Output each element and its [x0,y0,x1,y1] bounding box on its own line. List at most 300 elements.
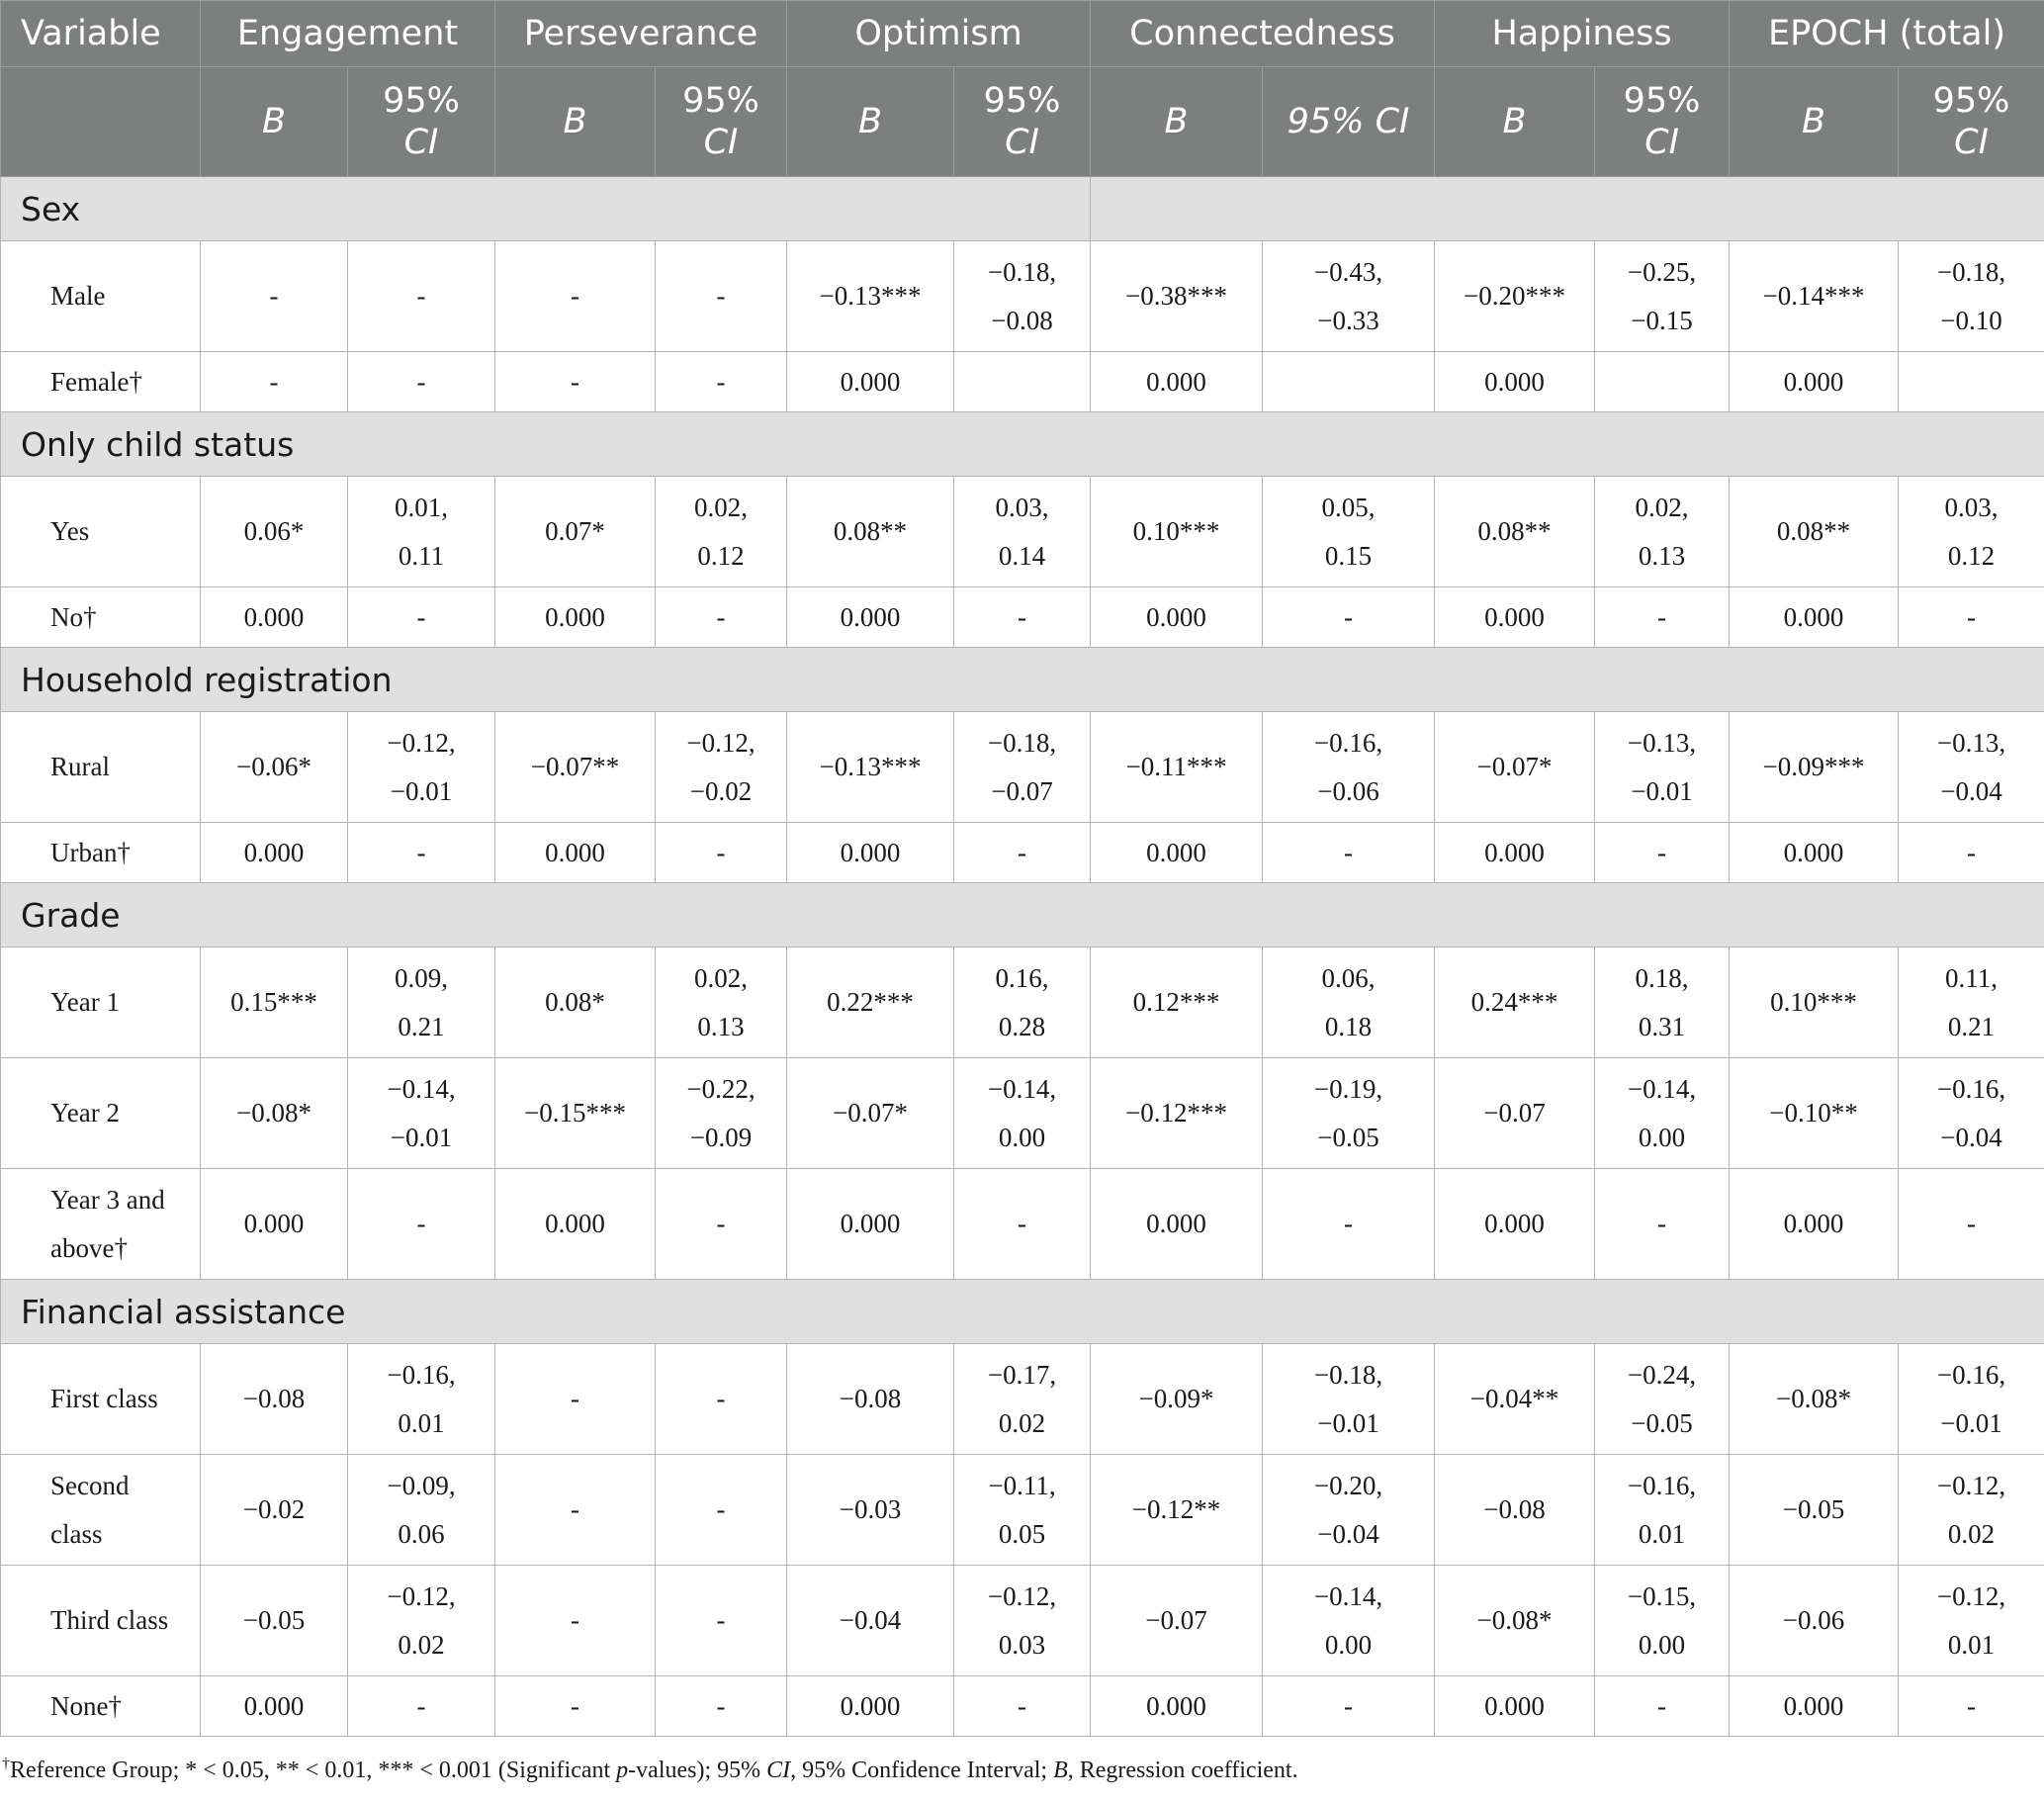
coefficient-cell [1435,477,1595,587]
coefficient-value: 0.000 [1484,366,1545,397]
ci-value: −0.14, [1627,1073,1697,1104]
ci-value: 0.16, [995,962,1049,993]
table-row [1,1058,2044,1169]
coefficient-cell [1435,823,1595,883]
ci-value: - [1344,601,1353,632]
coefficient-cell [787,1566,954,1676]
coefficient-value: 0.000 [840,366,901,397]
coefficient-value: −0.12*** [1125,1098,1227,1127]
coefficient-cell [1091,241,1263,352]
coefficient-value: 0.000 [545,837,605,867]
coefficient-value: - [571,281,579,311]
coefficient-value: −0.13*** [819,752,922,781]
ci-value: 0.11, [1945,962,1999,993]
coefficient-cell [495,477,656,587]
coefficient-value: 0.22*** [827,987,914,1017]
coefficient-cell [495,241,656,352]
coefficient-value: −0.10** [1769,1098,1858,1127]
ci-cell [348,1344,495,1455]
ci-cell [1263,712,1435,823]
ci-value: 0.14 [998,540,1046,571]
coefficient-value: 0.24*** [1470,987,1558,1017]
ci-value: 0.18, [1635,962,1689,993]
ci-value: - [716,281,726,311]
coefficient-cell [1091,1169,1263,1280]
ci-value: - [1657,1690,1666,1721]
ci-value: −0.14, [387,1073,456,1104]
coefficient-cell [1091,587,1263,648]
section-title: Grade [1,883,2044,947]
coefficient-value: - [571,1690,579,1721]
coefficient-cell [1730,712,1899,823]
ci-value: 0.03, [1944,492,1999,522]
coefficient-value: −0.08 [242,1384,306,1413]
coefficient-value: −0.13*** [819,281,922,311]
col-header-connectedness: Connectedness [1091,1,1435,67]
ci-value: 0.28 [998,1011,1046,1041]
ci-value: - [1657,1209,1666,1238]
ci-value: −0.05 [1631,1407,1693,1438]
variable-header: Variable [1,1,201,67]
coefficient-value: 0.000 [1146,366,1206,397]
coefficient-value: 0.000 [243,1209,305,1238]
ci-cell [1263,1455,1435,1566]
coefficient-cell [1730,823,1899,883]
coefficient-cell [201,1169,348,1280]
row-label: Year 1 [1,947,201,1058]
ci-cell [954,947,1091,1058]
ci-value: 0.01 [1638,1518,1686,1549]
ci-value: 0.09, [395,962,448,993]
ci-cell [954,477,1091,587]
row-label: None† [1,1676,201,1737]
col-header-optimism: Optimism [787,1,1091,67]
coefficient-value: −0.38*** [1125,281,1227,311]
ci-value: −0.01 [1631,775,1693,806]
ci-value: - [716,1690,726,1721]
coefficient-value: −0.03 [839,1494,902,1524]
ci-cell [348,1676,495,1737]
coefficient-cell [495,587,656,648]
table-row [1,1344,2044,1455]
ci-value: - [1018,601,1026,632]
coefficient-cell [787,1344,954,1455]
ci-value: - [416,281,426,311]
ci-cell [656,477,787,587]
coefficient-value: −0.07* [1476,752,1553,781]
ci-value: 0.12 [697,540,745,571]
ci-cell [348,712,495,823]
table-row [1,1566,2044,1676]
col-header-happiness: Happiness [1435,1,1730,67]
ci-cell [1595,823,1730,883]
coefficient-cell [787,241,954,352]
section-title: Sex [1,177,1091,241]
coefficient-cell [787,823,954,883]
coefficient-value: −0.20*** [1464,281,1565,311]
ci-value: −0.33 [1317,305,1379,335]
ci-cell [954,823,1091,883]
coefficient-value: −0.12** [1131,1494,1221,1524]
ci-value: −0.09, [387,1470,456,1500]
coefficient-cell [787,352,954,412]
table-row [1,241,2044,352]
row-label: Rural [1,712,201,823]
ci-value: 0.03 [998,1629,1046,1660]
ci-value: 0.11 [398,540,445,571]
ci-value: - [416,837,426,867]
ci-cell [1263,823,1435,883]
ci-cell [656,712,787,823]
ci-cell [1595,1058,1730,1169]
ci-value: −0.12, [1936,1580,2006,1611]
section-row [1,648,2044,712]
coefficient-cell [201,1344,348,1455]
ci-header-oneline: 95% CI [1263,67,1435,177]
coefficient-cell [1435,1566,1595,1676]
ci-cell [954,1169,1091,1280]
ci-value: - [1344,1690,1353,1721]
coefficient-value: - [269,366,279,397]
coefficient-cell [495,1344,656,1455]
ci-value: −0.22, [686,1073,755,1104]
ci-value: 0.21 [1947,1011,1996,1041]
ci-cell [1899,1058,2044,1169]
coefficient-cell [495,352,656,412]
coefficient-value: 0.000 [1146,837,1206,867]
ci-cell [954,1566,1091,1676]
ci-value: - [416,366,426,397]
ci-cell [656,823,787,883]
ci-cell [1595,712,1730,823]
coefficient-value: −0.09* [1138,1384,1214,1413]
table-row [1,477,2044,587]
ci-cell [1263,1344,1435,1455]
coefficient-cell [495,1566,656,1676]
ci-cell [1899,1566,2044,1676]
coefficient-cell [495,1058,656,1169]
ci-cell [954,1455,1091,1566]
ci-value: - [1018,1209,1026,1238]
ci-value: - [716,1384,726,1413]
ci-value: - [416,601,426,632]
ci-value: −0.12, [1936,1470,2006,1500]
row-label-line: class [50,1518,103,1549]
coefficient-cell [495,947,656,1058]
ci-cell [1899,1455,2044,1566]
coefficient-value: 0.000 [1783,366,1844,397]
coefficient-cell [201,1455,348,1566]
ci-value: −0.17, [987,1359,1057,1390]
coefficient-value: −0.08* [236,1098,311,1127]
ci-value: - [416,1690,426,1721]
coefficient-value: 0.000 [840,1690,901,1721]
ci-value: 0.06, [1321,962,1376,993]
coefficient-cell [1091,352,1263,412]
coefficient-value: 0.06* [243,516,305,546]
ci-cell [348,1566,495,1676]
coefficient-cell [495,1455,656,1566]
ci-value: −0.05 [1317,1122,1379,1152]
ci-value: −0.01 [390,1122,453,1152]
coefficient-cell [201,712,348,823]
ci-cell [1595,947,1730,1058]
ci-cell [1263,587,1435,648]
ci-value: −0.16, [1313,727,1383,758]
ci-cell [954,352,1091,412]
coefficient-cell [495,1169,656,1280]
section-title: Only child status [1,412,2044,477]
ci-value: −0.16, [387,1359,456,1390]
ci-value: 0.01, [395,492,448,522]
coefficient-cell [201,352,348,412]
ci-value: −0.13, [1936,727,2006,758]
coefficient-value: −0.06* [236,752,311,781]
ci-value: 0.02 [398,1629,445,1660]
b-header: B [1435,67,1595,177]
ci-cell [1595,477,1730,587]
coefficient-value: - [571,366,579,397]
coefficient-cell [1435,241,1595,352]
col-header-epoch-total: EPOCH (total) [1730,1,2044,67]
coefficient-cell [1730,477,1899,587]
ci-value: −0.20, [1313,1470,1383,1500]
coefficient-cell [787,1455,954,1566]
coefficient-cell [1730,1344,1899,1455]
row-label [1,1169,201,1280]
ci-value: −0.10 [1940,305,2002,335]
coefficient-cell [1091,712,1263,823]
ci-value: −0.43, [1313,256,1383,287]
ci-cell [1899,1676,2044,1737]
ci-cell [348,477,495,587]
coefficient-value: −0.08* [1776,1384,1851,1413]
ci-value: −0.12, [387,727,456,758]
table-row [1,1455,2044,1566]
ci-cell [1899,1169,2044,1280]
ci-value: - [716,1605,726,1635]
col-header-engagement: Engagement [201,1,495,67]
b-header: B [787,67,954,177]
ci-cell [1899,477,2044,587]
coefficient-value: −0.06 [1782,1605,1845,1635]
coefficient-value: 0.000 [1783,1690,1844,1721]
coefficient-value: 0.000 [1484,1690,1545,1721]
coefficient-value: 0.000 [1484,1209,1545,1238]
ci-cell [348,241,495,352]
section-row [1,177,2044,241]
coefficient-value: −0.08 [1483,1494,1546,1524]
ci-cell [1899,241,2044,352]
table-row [1,352,2044,412]
ci-cell [1263,352,1435,412]
row-label-line: above† [50,1232,128,1263]
coefficient-value: 0.08* [545,987,605,1017]
coefficient-value: 0.000 [840,601,901,632]
ci-value: −0.16, [1936,1073,2006,1104]
coefficient-cell [1730,241,1899,352]
coefficient-value: −0.07** [530,752,620,781]
coefficient-value: 0.10*** [1132,516,1220,546]
header-row-variables [1,1,2044,67]
coefficient-cell [201,241,348,352]
ci-cell [1263,1566,1435,1676]
ci-value: −0.02 [689,775,753,806]
ci-value: 0.12 [1947,540,1996,571]
ci-header: 95% CI [348,67,495,177]
ci-cell [656,1566,787,1676]
ci-cell [1595,587,1730,648]
ci-value: −0.04 [1940,775,2002,806]
coefficient-value: 0.000 [1783,601,1844,632]
ci-value: - [1657,837,1666,867]
coefficient-value: 0.000 [545,1209,605,1238]
ci-value: - [1967,837,1977,867]
ci-value: - [1018,837,1026,867]
ci-cell [656,1676,787,1737]
coefficient-cell [1730,587,1899,648]
ci-value: 0.31 [1638,1011,1686,1041]
ci-cell [954,1344,1091,1455]
ci-cell [348,1455,495,1566]
coefficient-cell [1091,1566,1263,1676]
ci-cell [1899,712,2044,823]
ci-value: −0.08 [991,305,1053,335]
section-row [1,1280,2044,1344]
section-row [1,883,2044,947]
coefficient-value: −0.14*** [1762,281,1865,311]
coefficient-cell [1730,352,1899,412]
ci-value: −0.13, [1627,727,1697,758]
ci-value: - [1344,837,1353,867]
coefficient-cell [1730,1058,1899,1169]
ci-header: 95% CI [656,67,787,177]
coefficient-cell [1091,947,1263,1058]
coefficient-cell [1730,1676,1899,1737]
ci-cell [1263,241,1435,352]
coefficient-value: 0.000 [243,1690,305,1721]
coefficient-cell [201,947,348,1058]
ci-cell [1263,947,1435,1058]
ci-value: - [1344,1209,1353,1238]
table-row [1,587,2044,648]
coefficient-cell [495,823,656,883]
section-title: Household registration [1,648,2044,712]
coefficient-cell [787,477,954,587]
ci-value: 0.02 [998,1407,1046,1438]
ci-value: 0.00 [1324,1629,1373,1660]
row-label-line: Second [50,1470,130,1500]
section-title: Financial assistance [1,1280,2044,1344]
row-label: Urban† [1,823,201,883]
ci-cell [954,1058,1091,1169]
header-row-statistics [1,67,2044,177]
ci-cell [1263,1058,1435,1169]
table-row [1,1169,2044,1280]
ci-value: - [416,1209,426,1238]
blank-subheader [1,67,201,177]
coefficient-cell [1435,712,1595,823]
ci-cell [1899,947,2044,1058]
ci-value: - [716,601,726,632]
ci-value: −0.25, [1627,256,1697,287]
ci-value: 0.05, [1321,492,1376,522]
coefficient-cell [201,1676,348,1737]
coefficient-value: - [571,1384,579,1413]
coefficient-cell [1091,1676,1263,1737]
coefficient-value: 0.08** [833,516,908,546]
coefficient-cell [495,712,656,823]
table-row [1,712,2044,823]
coefficient-cell [1435,1455,1595,1566]
coefficient-cell [787,587,954,648]
ci-cell [954,587,1091,648]
coefficient-cell [1435,947,1595,1058]
coefficient-cell [1091,823,1263,883]
section-row [1,412,2044,477]
coefficient-cell [1091,1344,1263,1455]
coefficient-value: 0.000 [243,601,305,632]
coefficient-cell [1091,477,1263,587]
ci-value: - [1967,1690,1977,1721]
coefficient-value: 0.000 [1484,601,1545,632]
ci-cell [1595,241,1730,352]
ci-value: 0.13 [1638,540,1686,571]
ci-cell [656,241,787,352]
ci-cell [954,1676,1091,1737]
ci-value: 0.01 [1947,1629,1996,1660]
coefficient-value: 0.15*** [230,987,317,1017]
ci-value: −0.01 [1317,1407,1379,1438]
ci-cell [1899,352,2044,412]
coefficient-value: 0.07* [545,516,605,546]
ci-cell [1899,823,2044,883]
b-header: B [1091,67,1263,177]
ci-cell [348,823,495,883]
coefficient-cell [1730,1566,1899,1676]
coefficient-value: 0.08** [1776,516,1851,546]
ci-value: 0.03, [995,492,1049,522]
ci-cell [656,947,787,1058]
ci-value: 0.05 [998,1518,1046,1549]
coefficient-cell [1730,947,1899,1058]
ci-value: −0.09 [689,1122,753,1152]
coefficient-cell [787,947,954,1058]
row-label: Female† [1,352,201,412]
ci-value: −0.14, [1313,1580,1383,1611]
ci-value: −0.15 [1631,305,1693,335]
ci-value: - [716,837,726,867]
ci-cell [656,587,787,648]
ci-value: −0.12, [987,1580,1057,1611]
ci-cell [1595,1455,1730,1566]
ci-cell [348,1058,495,1169]
coefficient-value: 0.12*** [1132,987,1220,1017]
row-label [1,1455,201,1566]
ci-value: - [716,1209,726,1238]
ci-value: 0.02 [1947,1518,1996,1549]
ci-value: −0.14, [987,1073,1057,1104]
ci-value: 0.15 [1324,540,1373,571]
coefficient-value: −0.05 [1782,1494,1845,1524]
coefficient-value: 0.000 [1783,1209,1844,1238]
ci-value: 0.02, [694,492,748,522]
coefficient-cell [1435,1169,1595,1280]
ci-value: - [1018,1690,1026,1721]
coefficient-value: −0.04 [839,1605,902,1635]
coefficient-value: 0.000 [1484,837,1545,867]
ci-cell [1595,1344,1730,1455]
